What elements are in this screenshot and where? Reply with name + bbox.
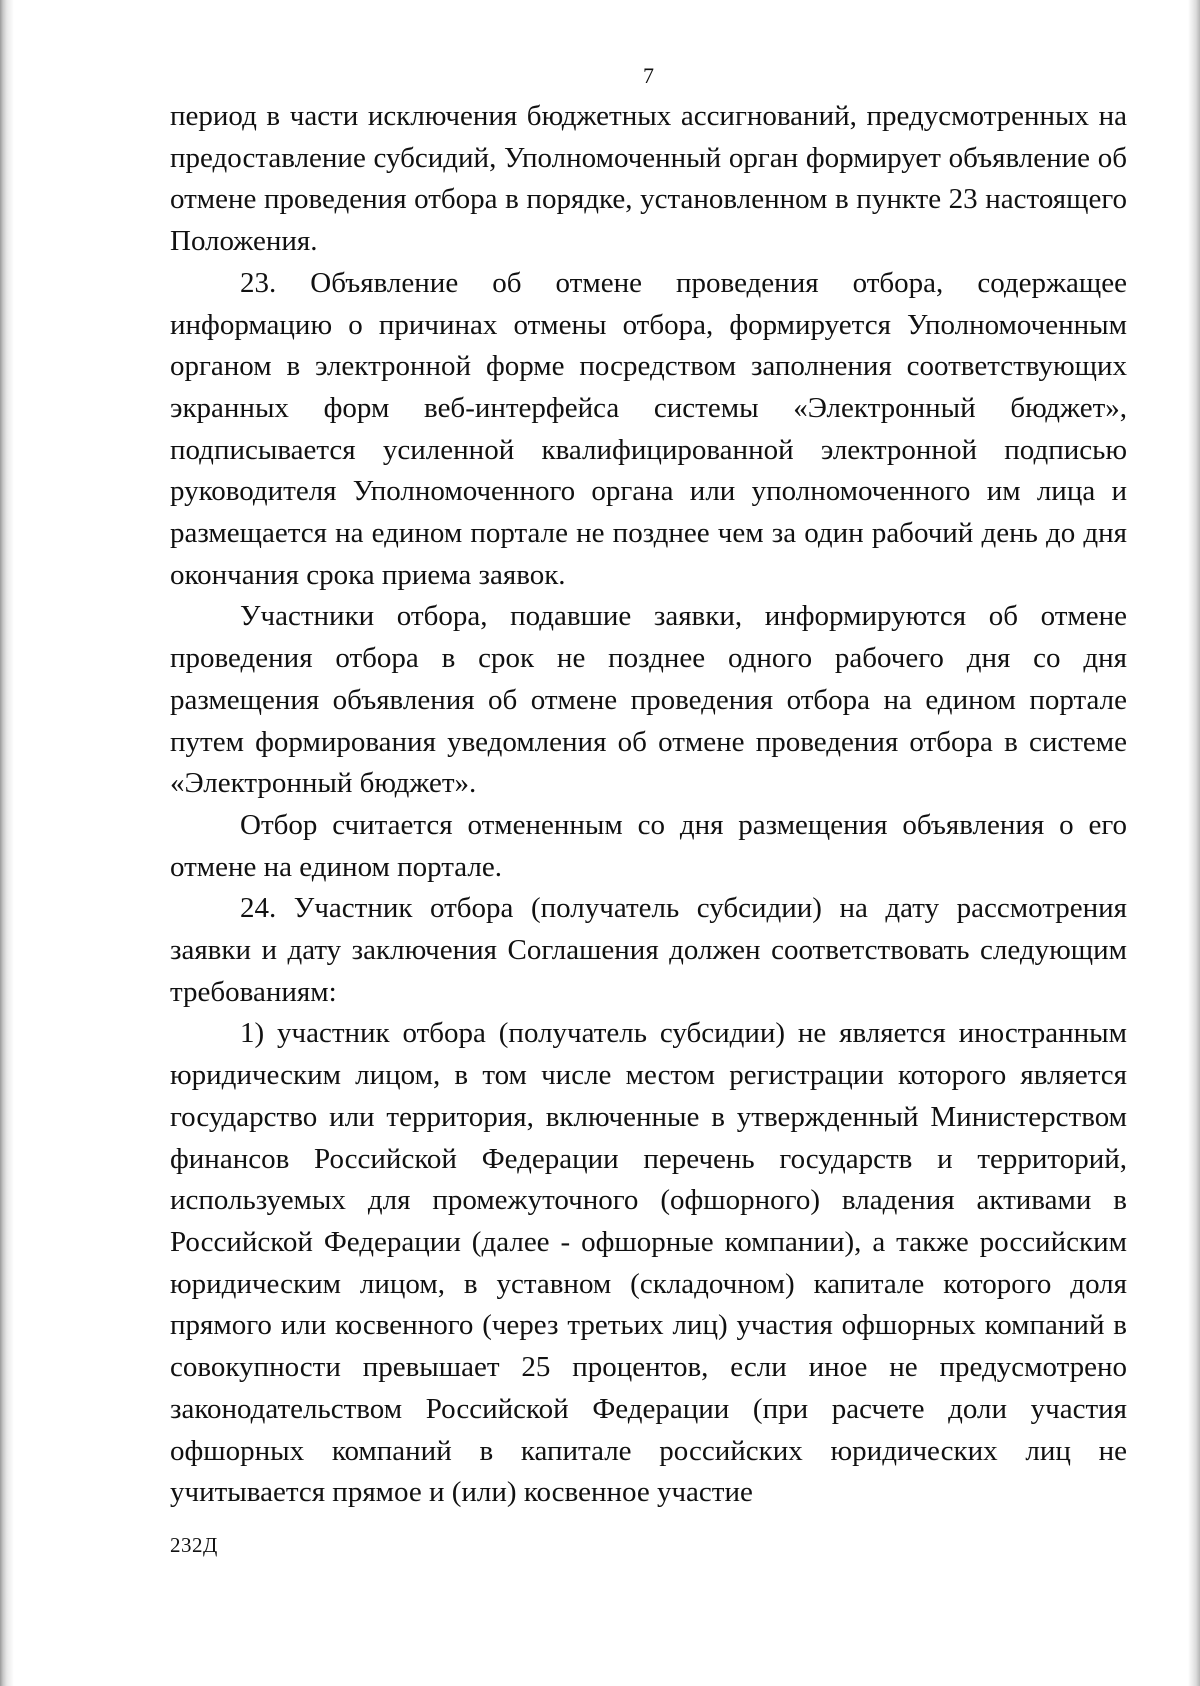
- paragraph-item-23: 23. Объявление об отмене проведения отбора, содержащее информацию о причинах отмены отбора, формируется Уполномоченным органом в электронной форме посредством заполнения соответствующих экранных форм веб-интерфейса системы «Электронный бюджет», подписывается усиленной квалифицированной электронной подписью руководителя Уполномоченного органа или уполномоченного им лица и размещается на едином портале не позднее чем за один рабочий день до дня окончания срока приема заявок.: [170, 266, 1127, 591]
- scan-edge-right: [1188, 0, 1200, 1686]
- paragraph-participants-notification: Участники отбора, подавшие заявки, информируются об отмене проведения отбора в срок не позднее одного рабочего дня со дня размещения объявления об отмене проведения отбора на едином портале путем формирования уведомления об отмене проведения отбора в системе «Электронный бюджет».: [170, 600, 1127, 800]
- document-footer-code: 232Д: [170, 1533, 218, 1557]
- scan-edge-left: [0, 0, 14, 1686]
- document-page: [170, 56, 1127, 1656]
- paragraph-selection-cancelled: Отбор считается отмененным со дня размещения объявления о его отмене на едином портале.: [170, 808, 1127, 883]
- page-number: 7: [643, 63, 654, 88]
- paragraph-requirement-1: 1) участник отбора (получатель субсидии) не является иностранным юридическим лицом, в том числе местом регистрации которого является государство или территория, включенные в утвержденный Министерством финансов Российской Федерации перечень государств и территорий, используемых для промежуточного (офшорного) владения активами в Российской Федерации (далее - офшорные компании), а также российским юридическим лицом, в уставном (складочном) капитале которого доля прямого или косвенного (через третьих лиц) участия офшорных компаний в совокупности превышает 25 процентов, если иное не предусмотрено законодательством Российской Федерации (при расчете доли участия офшорных компаний в капитале российских юридических лиц не учитывается прямое и (или) косвенное участие: [170, 1017, 1127, 1509]
- paragraph-continuation: период в части исключения бюджетных ассигнований, предусмотренных на предоставление субсидий, Уполномоченный орган формирует объявление об отмене проведения отбора в порядке, установленном в пункте 23 настоящего Положения.: [170, 100, 1127, 258]
- paragraph-item-24: 24. Участник отбора (получатель субсидии) на дату рассмотрения заявки и дату заключения Соглашения должен соответствовать следующим требованиям:: [170, 892, 1127, 1008]
